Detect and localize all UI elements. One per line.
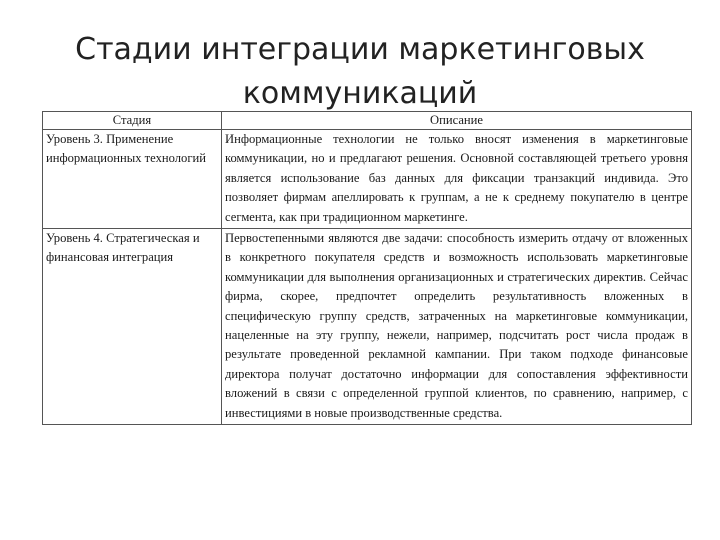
header-description: Описание bbox=[222, 112, 692, 130]
table-row bbox=[43, 130, 692, 229]
slide-title-line-2: коммуникаций bbox=[242, 76, 478, 111]
description-cell-level-4: Первостепенными являются две задачи: способность измерить отдачу от вложенных в конкретного покупателя средств и возможность использовать маркетинговые коммуникации для выполнения организационных и стратегических директив. Сейчас фирма, скорее, предпочтет определить результативность вложенных в специфическую группу средств, затраченных на маркетинговые коммуникации, нацеленные на эту группу, нежели, например, подсчитать рост числа продаж в результате проведенной рекламной кампании. При таком подходе финансовые директора получат достаточно информации для сопоставления эффективности вложений в связи с определенной группой клиентов, по сравнению, например, с инвестициями в новые производственные средства. bbox=[222, 229, 692, 425]
stage-cell-level-3: Уровень 3. Применение информационных технологий bbox=[43, 130, 222, 229]
slide-title-line-1: Стадии интеграции маркетинговых bbox=[75, 32, 645, 67]
header-stage: Стадия bbox=[43, 112, 222, 130]
stages-table bbox=[42, 111, 692, 425]
table-header-row bbox=[43, 112, 692, 130]
description-cell-level-3: Информационные технологии не только вносят изменения в маркетинговые коммуникации, но и предлагают решения. Основной составляющей третьего уровня является использование баз данных для фиксации транзакций индивида. Это позволяет фирмам апеллировать к группам, а не к среднему покупателю в центре сегмента, как при традиционном маркетинге. bbox=[222, 130, 692, 229]
table-row bbox=[43, 229, 692, 425]
stage-cell-level-4: Уровень 4. Стратегическая и финансовая интеграция bbox=[43, 229, 222, 425]
slide-title bbox=[0, 28, 720, 116]
